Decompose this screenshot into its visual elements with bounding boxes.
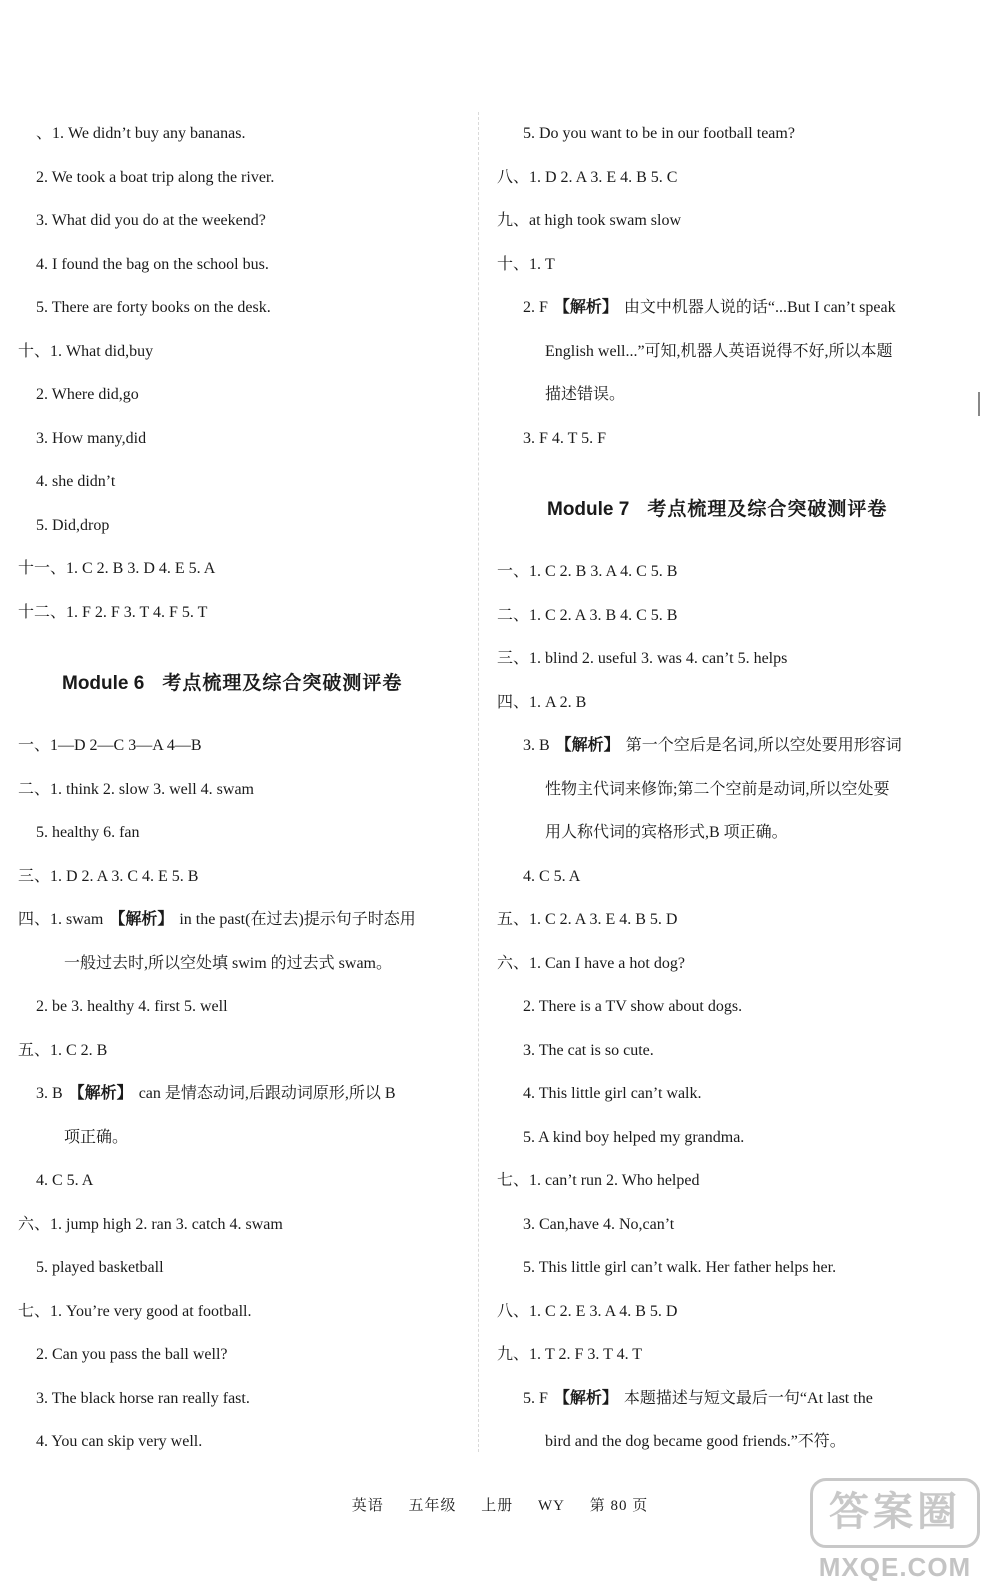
answer-text: 项正确。: [64, 1128, 129, 1146]
edge-mark: [978, 392, 980, 416]
answer-text: 性物主代词来修饰;第二个空前是动词,所以空处要: [545, 780, 890, 798]
answer-line: [18, 985, 473, 1029]
answer-text: 、1. We didn’t buy any bananas.: [36, 125, 246, 142]
answer-text: 5. Did,drop: [36, 516, 110, 534]
answer-line: [497, 594, 977, 638]
analysis-label: 【解析】: [109, 911, 174, 928]
footer-edition: WY: [538, 1498, 566, 1514]
answer-text: 四、1. swam: [18, 911, 104, 928]
answer-line: [497, 855, 977, 899]
answer-text: English well...”可知,机器人英语说得不好,所以本题: [545, 342, 893, 360]
answer-text: 5. Do you want to be in our football team?: [523, 125, 795, 142]
answer-line: [497, 1420, 977, 1464]
answer-line: [497, 1246, 977, 1290]
answer-text: 5. This little girl can’t walk. Her father helps her.: [523, 1259, 837, 1276]
answer-text: 一、1. C 2. B 3. A 4. C 5. B: [497, 563, 678, 580]
answer-text: 二、1. C 2. A 3. B 4. C 5. B: [497, 606, 678, 624]
module-title: Module 7: [547, 499, 630, 520]
answer-line: [18, 243, 473, 287]
footer-subject: 英语: [351, 1498, 384, 1514]
answer-text: 七、1. You’re very good at football.: [18, 1302, 252, 1320]
answer-text: 四、1. A 2. B: [497, 693, 587, 711]
answer-line: [497, 898, 977, 942]
answer-text: 一般过去时,所以空处填 swim 的过去式 swam。: [64, 954, 393, 972]
answer-text: 3. B: [523, 737, 550, 754]
footer-page-number: 第 80 页: [589, 1498, 649, 1514]
answer-text: 2. There is a TV show about dogs.: [523, 998, 743, 1015]
answer-text: 二、1. think 2. slow 3. well 4. swam: [18, 780, 254, 798]
answer-text: 2. Where did,go: [36, 386, 139, 403]
answer-line: [497, 985, 977, 1029]
analysis-text: 第一个空后是名词,所以空处要用形容词: [625, 737, 902, 754]
answer-line: [497, 1072, 977, 1116]
answer-line: [18, 199, 473, 243]
answer-text: 3. How many,did: [36, 429, 147, 447]
analysis-label: 【解析】: [553, 299, 618, 316]
footer-grade: 五年级: [408, 1498, 457, 1514]
answer-line: [497, 243, 977, 287]
answer-text: 三、1. D 2. A 3. C 4. E 5. B: [18, 867, 199, 885]
answer-text: 5. A kind boy helped my grandma.: [523, 1128, 745, 1146]
answer-text: 九、1. T 2. F 3. T 4. T: [497, 1346, 643, 1363]
answer-text: 五、1. C 2. B: [18, 1041, 108, 1059]
answer-text: 十、1. T: [497, 255, 555, 273]
answer-text: 4. C 5. A: [36, 1172, 94, 1189]
left-column: [18, 112, 473, 1464]
analysis-label: 【解析】: [555, 737, 620, 754]
analysis-text: in the past(在过去)提示句子时态用: [179, 911, 416, 928]
answer-text: bird and the dog became good friends.”不符。: [545, 1433, 846, 1450]
answer-line: [18, 417, 473, 461]
answer-line: [18, 1246, 473, 1290]
answer-text: 3. The cat is so cute.: [523, 1041, 654, 1059]
module-subtitle: 考点梳理及综合突破测评卷: [162, 673, 403, 694]
answer-line: [497, 286, 977, 330]
answer-line: [497, 199, 977, 243]
answer-text: 描述错误。: [545, 386, 626, 403]
analysis-text: 本题描述与短文最后一句“At last the: [623, 1389, 873, 1407]
answer-text: 4. I found the bag on the school bus.: [36, 255, 269, 273]
answer-text: 5. There are forty books on the desk.: [36, 299, 271, 316]
answer-line: [18, 373, 473, 417]
answer-line: [18, 504, 473, 548]
answer-line: [18, 1159, 473, 1203]
answer-line: [497, 1203, 977, 1247]
answer-text: 2. be 3. healthy 4. first 5. well: [36, 998, 228, 1015]
watermark-site: MXQE.COM: [818, 1552, 972, 1582]
answer-text: 3. The black horse ran really fast.: [36, 1389, 250, 1407]
module-title: Module 6: [62, 673, 145, 694]
analysis-label: 【解析】: [553, 1389, 618, 1407]
analysis-label: 【解析】: [68, 1085, 133, 1102]
answer-line: [18, 811, 473, 855]
answer-line: [18, 855, 473, 899]
answer-line: [18, 1116, 473, 1160]
answer-line: [18, 286, 473, 330]
answer-text: 5. played basketball: [36, 1259, 164, 1276]
answer-line: [497, 1029, 977, 1073]
answer-line: [497, 550, 977, 594]
answer-line: [18, 1290, 473, 1334]
answer-line: [497, 1377, 977, 1421]
answer-text: 2. F: [523, 299, 548, 316]
answer-line: [18, 898, 473, 942]
answer-line: [18, 1203, 473, 1247]
answer-line: [497, 417, 977, 461]
module-heading: [18, 634, 473, 724]
answer-line: [497, 681, 977, 725]
watermark: [800, 1470, 990, 1585]
answer-line: [497, 768, 977, 812]
answer-text: 4. C 5. A: [523, 867, 581, 885]
answer-line: [18, 156, 473, 200]
answer-line: [497, 1290, 977, 1334]
module-heading: [497, 460, 977, 550]
answer-line: [497, 156, 977, 200]
answer-text: 九、at high took swam slow: [497, 212, 681, 229]
answer-text: 一、1—D 2—C 3—A 4—B: [18, 737, 202, 754]
answer-line: [18, 591, 473, 635]
answer-text: 五、1. C 2. A 3. E 4. B 5. D: [497, 911, 678, 928]
answer-line: [18, 112, 473, 156]
answer-text: 八、1. C 2. E 3. A 4. B 5. D: [497, 1302, 678, 1320]
footer-volume: 上册: [481, 1498, 514, 1514]
answer-line: [497, 724, 977, 768]
answer-line: [497, 112, 977, 156]
answer-line: [497, 1159, 977, 1203]
answer-text: 3. What did you do at the weekend?: [36, 212, 266, 229]
analysis-text: 由文中机器人说的话“...But I can’t speak: [623, 299, 896, 316]
answer-line: [18, 768, 473, 812]
answer-text: 十一、1. C 2. B 3. D 4. E 5. A: [18, 560, 216, 577]
answer-line: [18, 1029, 473, 1073]
answer-text: 七、1. can’t run 2. Who helped: [497, 1172, 700, 1189]
answer-line: [18, 460, 473, 504]
answer-line: [497, 637, 977, 681]
analysis-text: can 是情态动词,后跟动词原形,所以 B: [138, 1085, 396, 1102]
module-subtitle: 考点梳理及综合突破测评卷: [647, 499, 888, 520]
answer-text: 八、1. D 2. A 3. E 4. B 5. C: [497, 168, 678, 186]
answer-line: [18, 330, 473, 374]
answer-text: 十二、1. F 2. F 3. T 4. F 5. T: [18, 603, 208, 621]
column-divider: [478, 112, 479, 1452]
right-column: [497, 112, 977, 1464]
answer-text: 4. This little girl can’t walk.: [523, 1085, 702, 1102]
answer-line: [18, 1377, 473, 1421]
answer-text: 5. healthy 6. fan: [36, 824, 140, 841]
answer-line: [497, 1333, 977, 1377]
answer-text: 3. B: [36, 1085, 63, 1102]
answer-line: [497, 811, 977, 855]
answer-text: 4. she didn’t: [36, 473, 116, 490]
answer-text: 六、1. jump high 2. ran 3. catch 4. swam: [18, 1215, 283, 1233]
answer-line: [18, 942, 473, 986]
answer-text: 2. Can you pass the ball well?: [36, 1346, 228, 1363]
answer-text: 三、1. blind 2. useful 3. was 4. can’t 5. helps: [497, 650, 788, 667]
watermark-logo: 答案圈: [810, 1478, 980, 1548]
answer-line: [497, 1116, 977, 1160]
answer-line: [497, 373, 977, 417]
answer-line: [18, 547, 473, 591]
answer-text: 3. F 4. T 5. F: [523, 429, 606, 447]
answer-text: 六、1. Can I have a hot dog?: [497, 954, 685, 972]
answer-line: [18, 1072, 473, 1116]
answer-text: 用人称代词的宾格形式,B 项正确。: [545, 824, 788, 841]
answer-line: [18, 1333, 473, 1377]
answer-text: 十、1. What did,buy: [18, 342, 154, 360]
answer-line: [497, 942, 977, 986]
answer-text: 3. Can,have 4. No,can’t: [523, 1215, 675, 1233]
answer-line: [497, 330, 977, 374]
answer-text: 2. We took a boat trip along the river.: [36, 168, 275, 186]
answer-line: [18, 724, 473, 768]
answer-text: 4. You can skip very well.: [36, 1433, 203, 1450]
answer-line: [18, 1420, 473, 1464]
answer-text: 5. F: [523, 1389, 548, 1407]
